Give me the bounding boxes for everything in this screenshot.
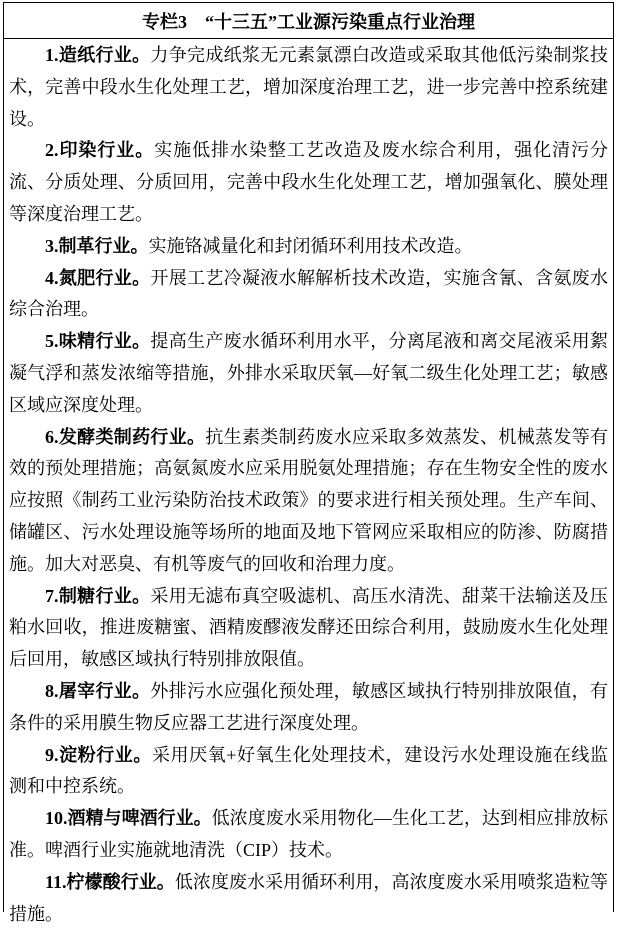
industry-text: 抗生素类制药废水应采取多效蒸发、机械蒸发等有效的预处理措施；高氨氮废水应采用脱氨处理措施；存在生物安全性的废水应按照《制药工业污染防治技术政策》的要求进行相关预处理。生产车间、储罐区、污水处理设施等场所的地面及地下管网应采取相应的防渗、防腐措施。加大对恶臭、有机等废气的回收和治理力度。 [9,426,609,574]
industry-label: 9.淀粉行业。 [45,744,152,765]
industry-text: 开展工艺冷凝液水解解析技术改造，实施含氰、含氨废水综合治理。 [9,267,609,320]
industry-text: 提高生产废水循环利用水平，分离尾液和离交尾液采用絮凝气浮和蒸发浓缩等措施，外排水采取厌氧—好氧二级生化处理工艺；敏感区域应深度处理。 [9,331,609,415]
industry-label: 6.发酵类制药行业。 [45,426,206,447]
industry-paragraph [9,263,608,327]
industry-text: 实施铬减量化和封闭循环利用技术改造。 [148,235,473,256]
industry-text: 采用无滤布真空吸滤机、高压水清洗、甜菜干法输送及压粕水回收，推进废糖蜜、酒精废醪液发酵还田综合利用，鼓励废水生化处理后回用，敏感区域执行特别排放限值。 [9,585,609,670]
industry-label: 2.印染行业。 [45,140,155,161]
industry-paragraph [9,135,608,230]
industry-label: 3.制革行业。 [45,235,149,256]
industry-text: 低浓度废水采用循环利用，高浓度废水采用喷浆造粒等措施。 [9,871,608,924]
industry-paragraph [9,740,608,804]
industry-paragraph [9,40,608,135]
industry-paragraph [9,422,608,581]
industry-label: 7.制糖行业。 [45,585,151,606]
industry-label: 4.氮肥行业。 [45,267,151,288]
industry-paragraph [9,581,608,676]
industry-paragraph [9,803,608,867]
industry-label: 5.味精行业。 [45,331,151,352]
industry-paragraph [9,676,608,740]
industry-label: 10.酒精与啤酒行业。 [45,808,212,829]
industry-text: 实施低排水染整工艺改造及废水综合利用，强化清污分流、分质处理、分质回用，完善中段水生化处理工艺，增加强氧化、膜处理等深度治理工艺。 [9,140,609,224]
industry-text: 采用厌氧+好氧生化处理技术，建设污水处理设施在线监测和中控系统。 [9,744,608,797]
industry-label: 1.造纸行业。 [45,45,151,65]
industry-text: 低浓度废水采用物化—生化工艺，达到相应排放标准。啤酒行业实施就地清洗（CIP）技术。 [9,808,609,860]
industry-label: 8.屠宰行业。 [45,680,151,701]
industry-label: 11.柠檬酸行业。 [45,871,175,892]
panel-body [4,39,613,930]
industry-paragraph [9,867,608,930]
panel-title: 专栏3 “十三五”工业源污染重点行业治理 [4,3,613,39]
industry-text: 外排污水应强化预处理，敏感区域执行特别排放限值，有条件的采用膜生物反应器工艺进行深度处理。 [9,680,609,733]
industry-paragraph [9,326,608,421]
industry-text: 力争完成纸浆无元素氯漂白改造或采取其他低污染制浆技术，完善中段水生化处理工艺，增加深度治理工艺，进一步完善中控系统建设。 [9,45,609,129]
industry-paragraph [9,231,608,263]
column-box [3,2,614,924]
